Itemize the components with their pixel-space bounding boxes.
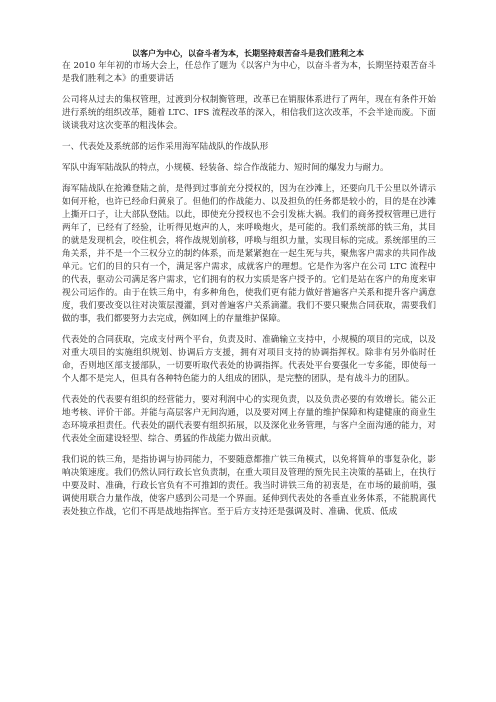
paragraph-reform: 公司将从过去的集权管理，过渡到分权制衡管理，改革已在销服体系进行了两年，现在有条件开始进行系统的组织改革，随着 LTC、IFS 流程改革的深入，相信我们这次改革，不会半途而废。下面谈谈我对这次变革的粗浅体会。	[62, 95, 436, 131]
paragraph-intro: 在 2010 年年初的市场大会上，任总作了题为《以客户为中心，以奋斗者为本，长期坚持艰苦奋斗是我们胜利之本》的重要讲话	[62, 61, 436, 84]
paragraph-iron-triangle: 我们说的铁三角，是指协调与协同能力，不要随意都推广铁三角模式，以免将简单的事复杂化，影响决策速度。我们仍然认同行政长官负责制，在重大项目及管理的预先民主决策的基础上，在执行中要及时、准确，行政长官负有不可推卸的责任。我当时讲铁三角的初衷是，在市场的最前哨，强调使用联合力量作战，使客户感到公司是一个界面。延伸到代表处的各垂直业务体系，不能脱离代表处独立作战，它们不再是战地指挥官。至于后方支持还是强调及时、准确、优质、低成	[62, 455, 436, 517]
document-body	[62, 60, 436, 527]
document-title: 以客户为中心，以奋斗者为本，长期坚持艰苦奋斗是我们胜利之本	[132, 48, 364, 58]
paragraph-contract-acquisition: 代表处的合同获取，完成支付两个平台，负责及时、准确输立支持中，小规模的项目的完成，以及对重大项目的实施组织规划、协调后方支援，拥有对项目支持的协调指挥权。除非有另外临时任命，否则地区部支援部队，一切要听取代表处的协调指挥。代表处平台要强化一专多能，即使每一个人都不是完人，但具有各种特色能力的人组成的团队，是完整的团队，是有战斗力的团队。	[62, 335, 436, 384]
section-heading-1: 一、代表处及系统部的运作采用海军陆战队的作战队形	[62, 142, 269, 152]
paragraph-marines-traits: 军队中海军陆战队的特点，小规模、轻装备、综合作战能力、短时间的爆发力与耐力。	[62, 163, 389, 173]
paragraph-representative-role: 代表处的代表要有组织的经营能力，要对利润中心的实现负责，以及负责必要的有效增长。能公正地考核、评价干部。并能与高层客户无间沟通，以及要对网上存量的维护保障和构建健康的商业生态环境承担责任。代表处的副代表要有组织拓展，以及深化业务管理，与客户全面沟通的能力，对代表处全面建设轻型、综合、勇猛的作战能力做出贡献。	[62, 395, 436, 444]
paragraph-marines-authorization: 海军陆战队在抢滩登陆之前，是得到过事前充分授权的，因为在沙滩上，还要向几千公里以外请示如何开枪，也许已经命归黄泉了。但他们的作战能力、以及担负的任务都是较小的，目的是在沙滩上撕开口子，让大部队登陆。以此，即使充分授权也不会引发栋大祸。我们的商务授权管理已进行两年了，已经有了经验，让听得见炮声的人，来呼唤炮火，是可能的。我们系统部的铁三角，其目的就是发现机会，咬住机会，将作战规划前移，呼唤与组织力量，实现目标的完成。系统部里的三角关系，并不是一个三权分立的制约体系，而是紧紧抱在一起生死与共，聚焦客户需求的共同作战单元。它们的目的只有一个，满足客户需求，成就客户的理想。它是作为客户在公司 LTC 流程中的代表，驱动公司满足客户需求，它们拥有的权力实质是客户授予的。它们是站在客户的角度来审视公司运作的。由于在铁三角中，有多种角色，使我们更有能力做好普遍客户关系和提升客户满意度，我们要改变以往对决策层漫灌，到对普遍客户关系滴灌。我们不要只聚焦合同获取，需要我们做的事，我们都要努力去完成，例如网上的存量维护保障。	[62, 184, 436, 324]
